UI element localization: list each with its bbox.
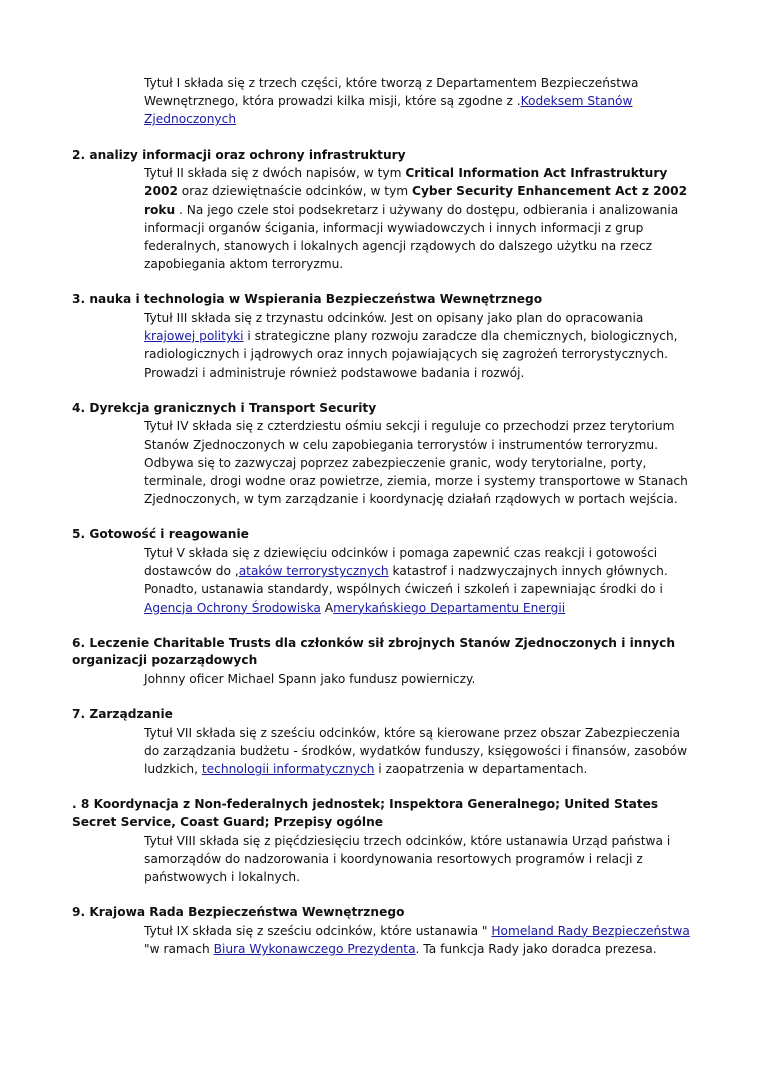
section-7-body: [144, 724, 690, 779]
section-2-text-2: oraz dziewiętnaście odcinków, w tym: [177, 184, 413, 199]
section-2: [72, 147, 690, 274]
section-9-text-3: . Ta funkcja Rady jako doradca prezesa.: [415, 942, 657, 957]
section-6: [72, 635, 690, 688]
section-7-heading: 7. Zarządzanie: [72, 707, 173, 722]
section-3-heading: 3. nauka i technologia w Wspierania Bezpieczeństwa Wewnętrznego: [72, 292, 543, 307]
section-5-text-3: A: [320, 600, 334, 615]
section-5-body: [144, 544, 690, 617]
section-5-text-2: katastrof i nadzwyczajnych innych głównych. Ponadto, ustanawia standardy, wspólnych ćwiczeń i szkoleń i zapewniając środki do i: [144, 564, 668, 597]
link-biura-wykonawczego[interactable]: Biura Wykonawczego Prezydenta: [213, 942, 416, 957]
link-homeland-rady[interactable]: Homeland Rady Bezpieczeństwa: [491, 923, 690, 938]
link-atakow-terrorystycznych[interactable]: ataków terrorystycznych: [238, 564, 389, 579]
document-page: [72, 74, 690, 958]
link-technologii-informatycznych[interactable]: technologii informatycznych: [201, 762, 375, 777]
section-9-text-1: Tytuł IX składa się z sześciu odcinków, które ustanawia ": [144, 923, 492, 938]
section-7-text-1: Tytuł VII składa się z sześciu odcinków, które są kierowane przez obszar Zabezpieczenia do zarządzania budżetu - środków, wydatków funduszy, księgowości i finansów, zasobów ludzkich,: [144, 725, 688, 777]
link-agencja-ochrony-srodowiska[interactable]: Agencja Ochrony Środowiska: [144, 600, 321, 615]
section-2-heading: 2. analizy informacji oraz ochrony infrastruktury: [72, 147, 406, 162]
section-2-body: [144, 164, 690, 273]
section-3-body: [144, 309, 690, 382]
section-3: [72, 291, 690, 381]
section-7-text-2: i zaopatrzenia w departamentach.: [374, 762, 588, 777]
section-3-text-1: Tytuł III składa się z trzynastu odcinków. Jest on opisany jako plan do opracowania: [144, 311, 644, 326]
section-4-body: Tytuł IV składa się z czterdziestu ośmiu sekcji i reguluje co przechodzi przez terytorium Stanów Zjednoczonych w celu zapobiegania terrorystów i instrumentów terroryzmu. Odbywa się to zazwyczaj poprzez zabezpieczenie granic, wody terytorialne, porty, terminale, drogi wodne oraz powietrze, ziemia, morze i systemy transportowe w Stanach Zjednoczonych, w tym zarządzanie i koordynację działań rządowych w portach wejścia.: [144, 419, 688, 507]
section-5: [72, 526, 690, 616]
section-2-bold-1: Critical Information Act Infrastruktury 2002: [144, 166, 668, 199]
section-8-heading: . 8 Koordynacja z Non-federalnych jednostek; Inspektora Generalnego; United States Secret Service, Coast Guard; Przepisy ogólne: [72, 797, 659, 830]
section-4: [72, 400, 690, 509]
link-krajowej-polityki[interactable]: krajowej polityki: [144, 329, 244, 344]
section-5-text-1: Tytuł V składa się z dziewięciu odcinków i pomaga zapewnić czas reakcji i gotowości dostawców do ,: [144, 546, 658, 579]
section-5-heading: 5. Gotowość i reagowanie: [72, 527, 249, 542]
intro-paragraph: [144, 74, 690, 129]
section-6-heading: 6. Leczenie Charitable Trusts dla członków sił zbrojnych Stanów Zjednoczonych i innych organizacji pozarządowych: [72, 635, 675, 668]
link-kodeks[interactable]: Kodeksem Stanów Zjednoczonych: [144, 94, 633, 127]
section-9-heading: 9. Krajowa Rada Bezpieczeństwa Wewnętrznego: [72, 905, 405, 920]
section-6-body: Johnny oficer Michael Spann jako fundusz powierniczy.: [144, 672, 476, 687]
section-2-text-1: Tytuł II składa się z dwóch napisów, w tym: [144, 166, 406, 181]
section-9-body: [144, 922, 690, 958]
section-7: [72, 706, 690, 778]
section-8: [72, 796, 690, 886]
section-9-text-2: "w ramach: [144, 942, 214, 957]
link-departament-energii[interactable]: merykańskiego Departamentu Energii: [333, 600, 566, 615]
section-3-text-2: i strategiczne plany rozwoju zaradcze dla chemicznych, biologicznych, radiologicznych i jądrowych oraz innych pojawiających się zagrożeń terrorystycznych. Prowadzi i administruje również podstawowe badania i rozwój.: [144, 329, 678, 380]
section-4-heading: 4. Dyrekcja granicznych i Transport Security: [72, 400, 377, 415]
section-9: [72, 904, 690, 958]
section-2-text-3: . Na jego czele stoi podsekretarz i używany do dostępu, odbierania i analizowania informacji organów ścigania, informacji wywiadowczych i innych informacji z grup federalnych, stanowych i lokalnych agencji rządowych do dalszego użytku na rzecz zapobiegania aktom terroryzmu.: [144, 202, 679, 272]
intro-text: Tytuł I składa się z trzech części, które tworzą z Departamentem Bezpieczeństwa Wewnętrznego, która prowadzi kilka misji, które są zgodne z .: [144, 76, 639, 109]
section-8-body: Tytuł VIII składa się z pięćdziesięciu trzech odcinków, które ustanawia Urząd państwa i samorządów do nadzorowania i koordynowania resortowych programów i relacji z państwowych i lokalnych.: [144, 833, 671, 885]
section-2-bold-2: Cyber Security Enhancement Act z 2002 roku: [144, 184, 688, 217]
